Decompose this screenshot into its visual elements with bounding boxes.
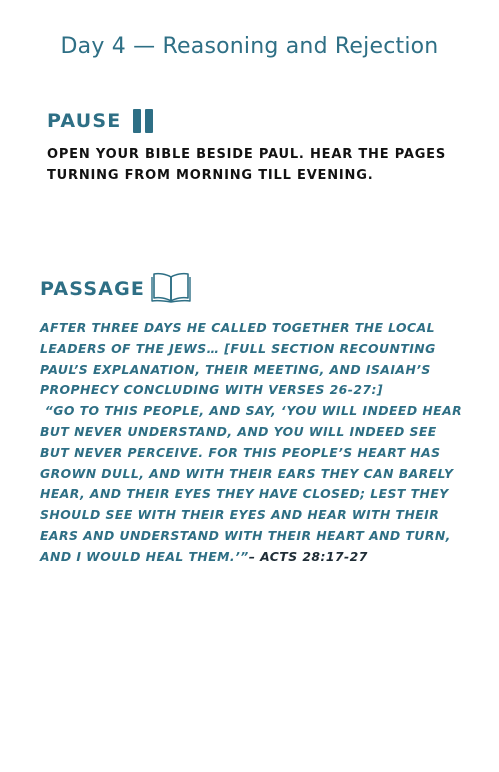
passage-text	[40, 318, 470, 568]
passage-reference: – ACTS 28:17-27	[248, 548, 368, 564]
passage-heading	[40, 272, 191, 306]
pause-icon	[133, 109, 153, 133]
pause-heading	[47, 106, 153, 136]
passage-body: AFTER THREE DAYS HE CALLED TOGETHER THE LOCAL LEADERS OF THE JEWS… [FULL SECTION RECOUNTING PAUL’S EXPLANATION, THEIR MEETING, AND ISAIAH’S PROPHECY CONCLUDING WITH VERSES 26-27:] “GO TO THIS PEOPLE, AND SAY, ‘YOU WILL INDEED HEAR BUT NEVER UNDERSTAND, AND YOU WILL INDEED SEE BUT NEVER PERCEIVE. FOR THIS PEOPLE’S HEART HAS GROWN DULL, AND WITH THEIR EARS THEY CAN BARELY HEAR, AND THEIR EYES THEY HAVE CLOSED; LEST THEY SHOULD SEE WITH THEIR EYES AND HEAR WITH THEIR EARS AND UNDERSTAND WITH THEIR HEART AND TURN, AND I WOULD HEAL THEM.’”	[40, 320, 463, 564]
passage-label: PASSAGE	[40, 278, 146, 300]
pause-icon-bar-left	[133, 109, 141, 133]
page-title: Day 4 — Reasoning and Rejection	[60, 34, 439, 59]
pause-text: OPEN YOUR BIBLE BESIDE PAUL. HEAR THE PAGES TURNING FROM MORNING TILL EVENING.	[47, 147, 447, 183]
pause-icon-bar-right	[145, 109, 153, 133]
pause-label: PAUSE	[47, 110, 122, 132]
open-book-icon	[151, 271, 191, 307]
